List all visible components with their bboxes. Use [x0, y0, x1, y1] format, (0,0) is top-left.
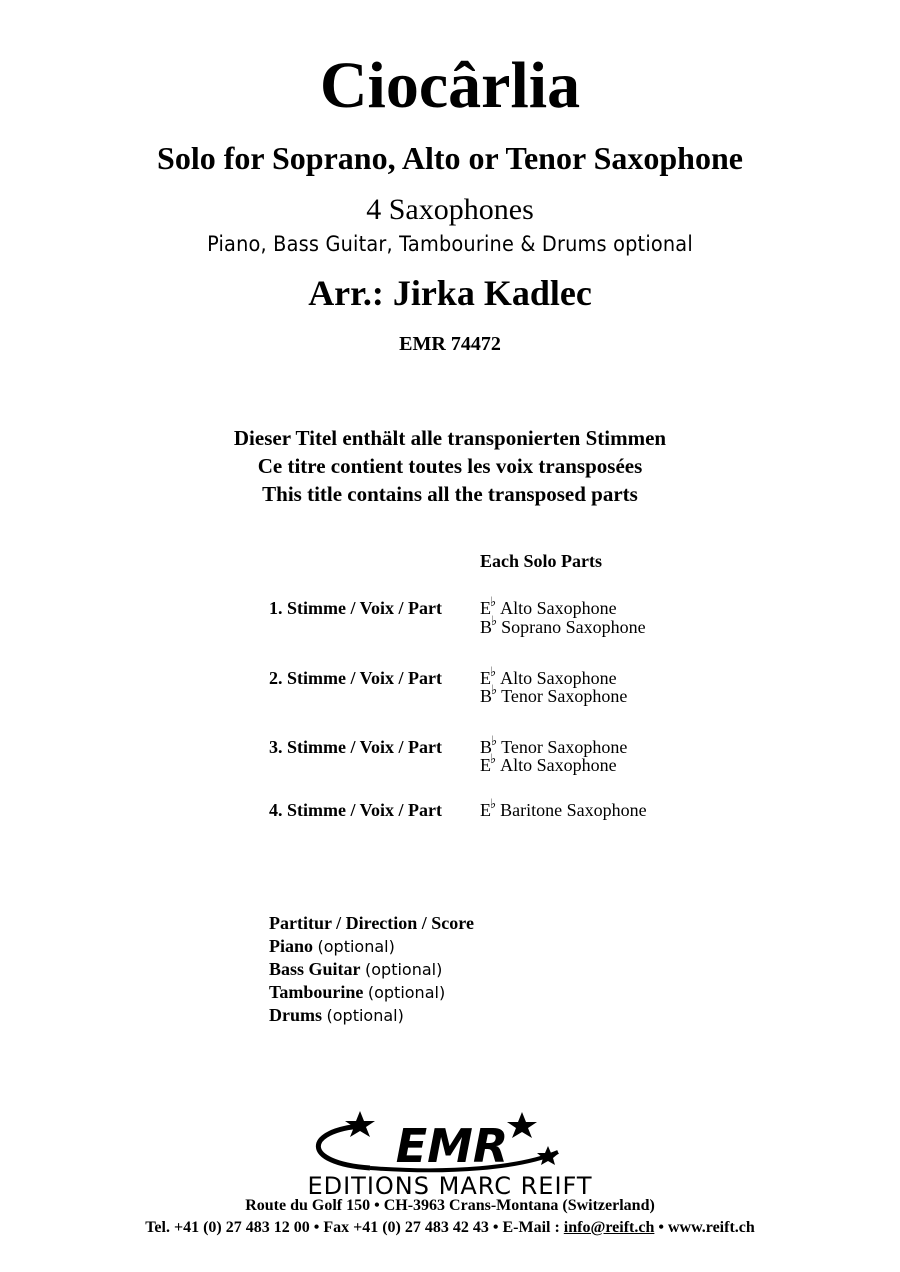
- part-instrument: [480, 796, 647, 821]
- list-item: Piano (optional): [269, 936, 395, 956]
- part-instrument: [480, 613, 646, 638]
- list-item: Bass Guitar (optional): [269, 959, 443, 979]
- instrument-key: E: [480, 755, 491, 775]
- notice-french: Ce titre contient toutes les voix transposées: [257, 454, 643, 478]
- logo-text: EMR: [395, 1119, 509, 1173]
- notice-german: Dieser Titel enthält alle transponierten Stimmen: [233, 426, 667, 450]
- part-label: 4. Stimme / Voix / Part: [269, 800, 442, 820]
- flat-icon: ♭: [491, 733, 498, 748]
- flat-icon: ♭: [491, 682, 498, 697]
- flat-icon: ♭: [490, 751, 497, 766]
- subtitle: Solo for Soprano, Alto or Tenor Saxophone: [157, 140, 743, 176]
- parts-header: Each Solo Parts: [480, 551, 603, 571]
- publisher-logo: [300, 1108, 600, 1198]
- instrument-key: E: [480, 800, 491, 820]
- instrument-key: B: [480, 617, 493, 637]
- part-label: 2. Stimme / Voix / Part: [269, 668, 442, 688]
- ensemble-line: 4 Saxophones: [366, 193, 534, 226]
- instrument-key: E: [480, 598, 491, 618]
- publisher-address: Route du Golf 150 • CH-3963 Crans-Montana (Switzerland): [245, 1197, 655, 1214]
- notice-english: This title contains all the transposed parts: [262, 482, 638, 506]
- arranger-line: Arr.: Jirka Kadlec: [308, 273, 592, 313]
- score-list: [269, 912, 474, 1027]
- list-item: Tambourine (optional): [269, 982, 446, 1002]
- instrument-key: E: [480, 668, 491, 688]
- page-title: Ciocârlia: [319, 49, 581, 122]
- instrument-name: Tenor Saxophone: [501, 686, 628, 706]
- part-instrument: [480, 751, 617, 776]
- flat-icon: ♭: [490, 664, 497, 679]
- list-item: Drums (optional): [269, 1005, 404, 1025]
- flat-icon: ♭: [490, 594, 497, 609]
- star-icon: [507, 1112, 537, 1138]
- part-label: 3. Stimme / Voix / Part: [269, 737, 442, 757]
- instrument-name: Alto Saxophone: [500, 755, 617, 775]
- optional-instruments-line: Piano, Bass Guitar, Tambourine & Drums optional: [207, 232, 693, 256]
- publisher-name: EDITIONS MARC REIFT: [307, 1172, 593, 1198]
- instrument-name: Tenor Saxophone: [501, 737, 628, 757]
- instrument-name: Alto Saxophone: [500, 598, 617, 618]
- instrument-key: B: [480, 737, 493, 757]
- flat-icon: ♭: [490, 796, 497, 811]
- part-label: 1. Stimme / Voix / Part: [269, 598, 442, 618]
- publisher-contact: Tel. +41 (0) 27 483 12 00 • Fax +41 (0) 27 483 42 43 • E-Mail : info@reift.ch • www.reift.ch: [145, 1219, 755, 1236]
- email-link[interactable]: info@reift.ch: [563, 1219, 655, 1236]
- star-icon: [537, 1146, 559, 1165]
- instrument-name: Baritone Saxophone: [500, 800, 647, 820]
- instrument-key: B: [480, 686, 493, 706]
- part-instrument: [480, 682, 628, 707]
- flat-icon: ♭: [491, 613, 498, 628]
- catalog-number: EMR 74472: [399, 333, 501, 355]
- instrument-name: Alto Saxophone: [500, 668, 617, 688]
- star-icon: [345, 1111, 375, 1137]
- part-instrument: [480, 594, 617, 619]
- instrument-name: Soprano Saxophone: [501, 617, 646, 637]
- list-item: Partitur / Direction / Score: [269, 913, 474, 933]
